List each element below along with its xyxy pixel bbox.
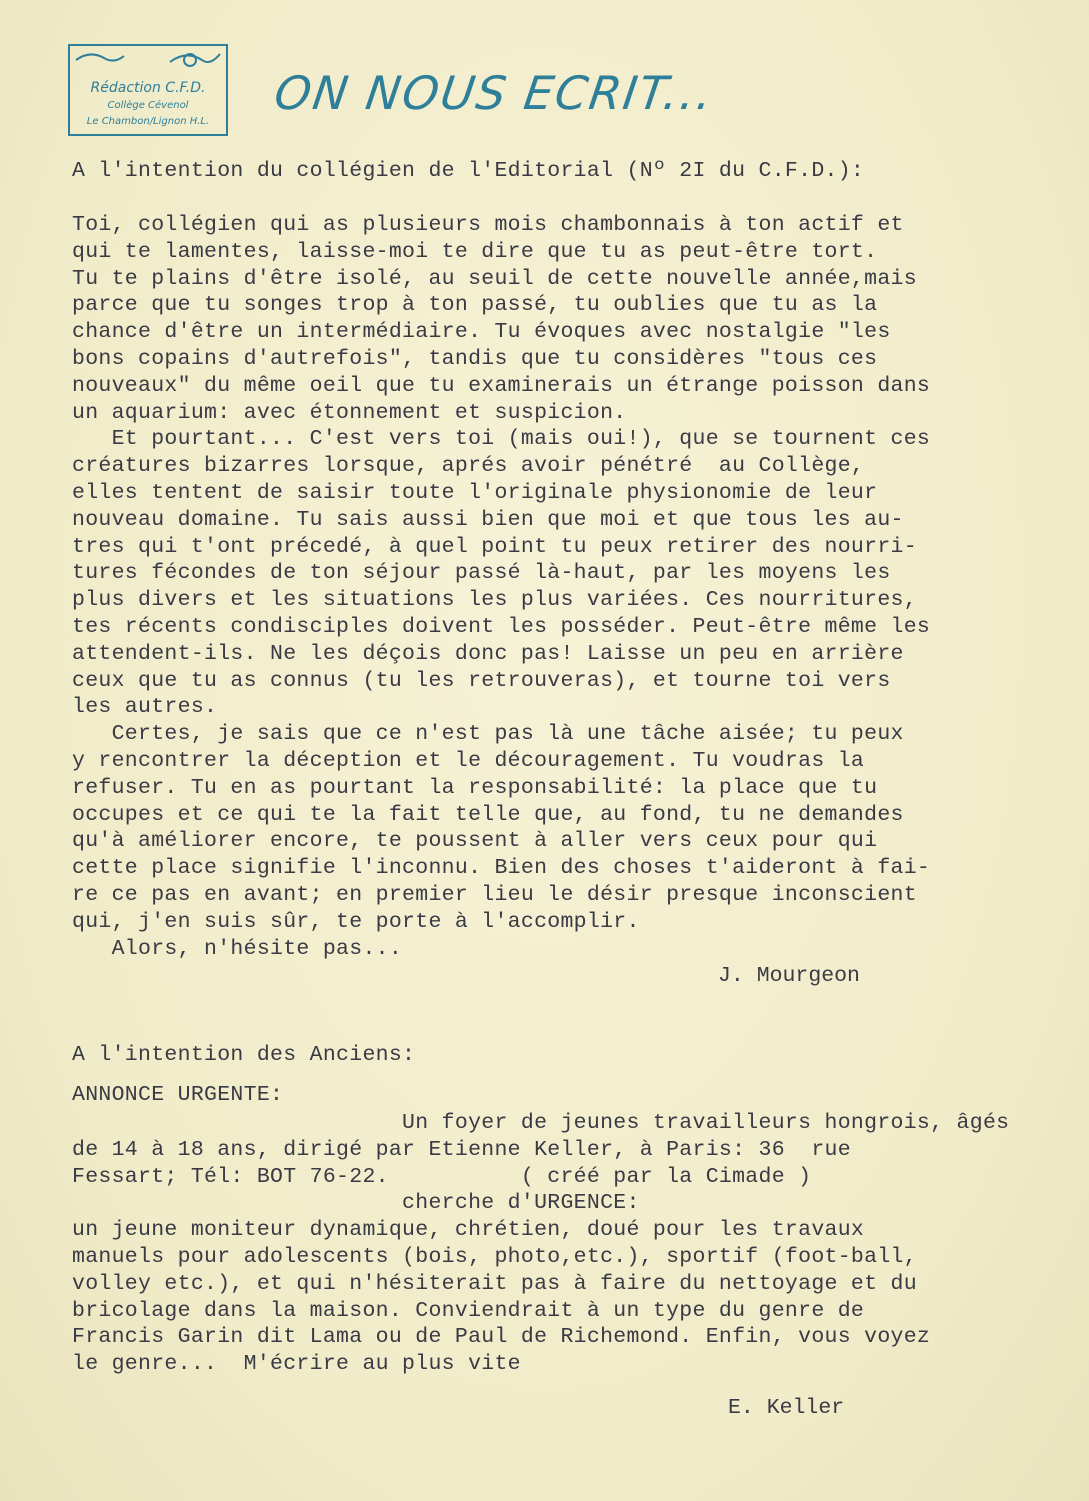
text-line: attendent-ils. Ne les déçois donc pas! Laisse un peu en arrière (72, 641, 904, 666)
text-line: de 14 à 18 ans, dirigé par Etienne Keller, à Paris: 36 rue (72, 1137, 851, 1162)
letter2-heading: A l'intention des Anciens: (72, 1043, 416, 1067)
text-line: chance d'être un intermédiaire. Tu évoques avec nostalgie "les (72, 320, 891, 345)
text-line: nouveaux" du même oeil que tu examinerais un étrange poisson dans (72, 373, 931, 398)
letter1-signature: J. Mourgeon (718, 964, 860, 988)
editorial-stamp (68, 44, 228, 136)
text-line: créatures bizarres lorsque, aprés avoir pénétré au Collège, (72, 454, 865, 479)
text-line: manuels pour adolescents (bois, photo,etc.), sportif (foot-ball, (72, 1244, 917, 1269)
text-line: un aquarium: avec étonnement et suspicion. (72, 400, 627, 425)
text-line: tures fécondes de ton séjour passé là-haut, par les moyens les (72, 561, 891, 586)
text-line: Un foyer de jeunes travailleurs hongrois, âgés (72, 1111, 1010, 1135)
stamp-drawing (70, 46, 226, 80)
text-line: nouveau domaine. Tu sais aussi bien que moi et que tous les au- (72, 507, 904, 532)
text-line: refuser. Tu en as pourtant la responsabilité: la place que tu (72, 775, 878, 800)
text-line: tres qui t'ont précedé, à quel point tu peux retirer des nourri- (72, 534, 917, 559)
text-line: bricolage dans la maison. Conviendrait à un type du genre de (72, 1298, 865, 1323)
text-line: tes récents condisciples doivent les posséder. Peut-être même les (72, 614, 931, 639)
text-line: le genre... M'écrire au plus vite (72, 1352, 521, 1377)
text-line: les autres. (72, 695, 218, 720)
text-line: cherche d'URGENCE: (72, 1191, 640, 1216)
text-line: volley etc.), et qui n'hésiterait pas à faire du nettoyage et du (72, 1271, 917, 1296)
stamp-line-2: Collège Cévenol (107, 100, 189, 111)
text-line: Francis Garin dit Lama ou de Paul de Richemond. Enfin, vous voyez (72, 1325, 931, 1350)
text-line: Tu te plains d'être isolé, au seuil de cette nouvelle année,mais (72, 266, 917, 291)
text-line: y rencontrer la déception et le découragement. Tu voudras la (72, 748, 865, 773)
letter2-body (72, 1110, 1009, 1378)
page-headline: ON NOUS ECRIT... (271, 66, 718, 120)
letter1-heading: A l'intention du collégien de l'Editorial (Nº 2I du C.F.D.): (72, 159, 865, 183)
text-line: Toi, collégien qui as plusieurs mois chambonnais à ton actif et (72, 213, 904, 237)
text-line: Certes, je sais que ce n'est pas là une tâche aisée; tu peux (72, 722, 904, 747)
letter2-announce: ANNONCE URGENTE: (72, 1083, 284, 1107)
text-line: plus divers et les situations les plus variées. Ces nourritures, (72, 588, 917, 613)
stamp-line-1: Rédaction C.F.D. (90, 80, 206, 96)
text-line: occupes et ce qui te la fait telle que, au fond, tu ne demandes (72, 802, 904, 827)
letter2-signature: E. Keller (728, 1396, 845, 1420)
text-line: ceux que tu as connus (tu les retrouveras), et tourne toi vers (72, 668, 891, 693)
text-line: parce que tu songes trop à ton passé, tu oublies que tu as la (72, 293, 878, 318)
text-line: Alors, n'hésite pas... (72, 936, 403, 961)
text-line: elles tentent de saisir toute l'originale physionomie de leur (72, 480, 878, 505)
text-line: un jeune moniteur dynamique, chrétien, doué pour les travaux (72, 1218, 865, 1243)
text-line: bons copains d'autrefois", tandis que tu considères "tous ces (72, 346, 878, 371)
text-line: qui, j'en suis sûr, te porte à l'accomplir. (72, 909, 640, 934)
text-line: qui te lamentes, laisse-moi te dire que tu as peut-être tort. (72, 239, 878, 264)
text-line: Fessart; Tél: BOT 76-22. ( créé par la Cimade ) (72, 1164, 812, 1189)
text-line: cette place signifie l'inconnu. Bien des choses t'aideront à fai- (72, 856, 931, 881)
letter1-body (72, 212, 930, 962)
text-line: qu'à améliorer encore, te poussent à aller vers ceux pour qui (72, 829, 878, 854)
text-line: Et pourtant... C'est vers toi (mais oui!), que se tournent ces (72, 427, 931, 452)
text-line: re ce pas en avant; en premier lieu le désir presque inconscient (72, 882, 917, 907)
stamp-line-3: Le Chambon/Lignon H.L. (86, 116, 210, 127)
